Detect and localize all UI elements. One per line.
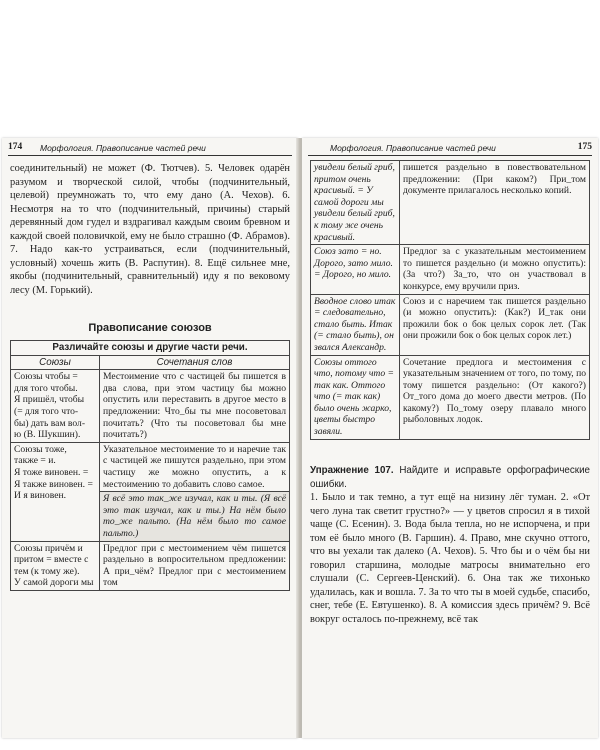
right-running-title: Морфология. Правописание частей речи — [330, 143, 496, 153]
exercise-text: 1. Было и так темно, а тут ещё на низину лёг туман. 2. «От чего луна так светит грустно?» — у цветов спросил я в тихой чаще (С. Есенин). 3. Вода была тепла, но не испорчена, и при том её было много (В. Гаршин). 4. Право, мне скучно оттого, что вы уехали так далеко (А. Чехов). 5. Что бы и о чём бы ни говорил старшина, молодые матросы внимательно его слушали (С. Сергеев-Ценский). 6. Она так же тихонько удалилась, как и вошла. 7. За то что ты в моей судьбе, спасибо, снег, тебе (Е. Евтушенко). 8. А комиссия здесь причём? 9. Всё вокруг осталось по-прежнему, всё так — [310, 492, 590, 625]
explain-cell: Сочетание предлога и местоимения с указательным значением от того, по тому, по тому пишется раздельно: (От какого?) От_того дома до моего двести метров. (По какому?) По_тому озеру плавало много рыболовных лодок. — [400, 355, 590, 439]
table-row — [311, 161, 590, 245]
exercise-task: Найдите и исправьте орфографические ошибки. — [310, 465, 590, 490]
conj-cell: Союз зато = но. Дорого, зато мило. = Дорого, но мило. — [311, 245, 400, 294]
conj-cell — [11, 442, 100, 541]
conj-line: Я тоже виновен. = — [14, 466, 89, 478]
header-conjunctions: Союзы — [11, 355, 100, 370]
conj-line: Союзы причём и — [14, 542, 83, 554]
example-cell: Я всё это так_же изучал, как и ты. (Я всё это так изучал, как и ты.) На нём было то_же пальто. (На нём было то самое пальто.) — [100, 492, 290, 541]
conj-line: Союзы тоже, — [14, 443, 67, 455]
conj-cell — [11, 541, 100, 590]
conj-line: У самой дороги мы — [14, 577, 94, 589]
conj-line: Я также виновен. = — [14, 478, 93, 490]
conj-line: также = и. — [14, 455, 56, 467]
left-rules-table — [10, 340, 290, 591]
conj-line: ю (В. Шукшин). — [14, 429, 81, 441]
explain-cell: Предлог при с местоимением чём пишется раздельно в вопросительном предложении: А при_чём? Предлог при с местоимением том — [100, 541, 290, 590]
conj-line: И я виновен. — [14, 490, 66, 502]
exercise-label: Упражнение 107. — [310, 465, 394, 476]
right-page-number: 175 — [577, 142, 592, 152]
table-header-row — [11, 355, 290, 370]
table-caption-row — [11, 341, 290, 356]
explain-cell: Предлог за с указательным местоимением то пишется раздельно (и можно опустить): (За что?) За_то, что он участвовал в конкурсе, ему вручили приз. — [400, 245, 590, 294]
left-top-paragraph: соединительный) не может (Ф. Тютчев). 5. Человек одарён разумом и творческой силой, чтобы (подчинительный, целевой) преумножать то, что ему дано (А. Чехов). 6. Несмотря на то что (подчинительный, причины) старый деревянный дом гудел и вздрагивал каждым своим бревном и каждой своей половичкой, ему не было страшно (Ф. Абрамов). 7. Надо как-то устраиваться, если (подчинительный, условный) хочешь жить (В. Распутин). 8. Ещё сильнее мне, якобы (подчинительный, сравнительный) иду я по вековому лесу (М. Горький). — [10, 163, 290, 296]
right-rules-table — [310, 160, 590, 440]
header-word-combinations: Сочетания слов — [100, 355, 290, 370]
explain-cell: пишется раздельно в повествовательном предложении: (При каком?) При_том документе прилагалось несколько копий. — [400, 161, 590, 245]
left-running-title: Морфология. Правописание частей речи — [40, 143, 206, 153]
conj-line: Союзы чтобы = — [14, 371, 78, 383]
right-page — [302, 138, 598, 738]
table-row — [11, 370, 290, 443]
conj-cell: увидели белый гриб, притом очень красивый. = У самой дороги мы увидели белый гриб, к тому же очень красивый. — [311, 161, 400, 245]
table-row — [11, 541, 290, 590]
conj-cell: Вводное слово итак = следовательно, стало быть. Итак (= стало быть), он звался Александр. — [311, 294, 400, 355]
conj-line: (= для того что- — [14, 405, 79, 417]
table-row — [311, 294, 590, 355]
right-running-head — [308, 142, 592, 156]
left-running-head — [8, 142, 292, 156]
conj-line: для того чтобы. — [14, 382, 78, 394]
section-title: Правописание союзов — [88, 322, 212, 334]
conj-line: притом = вместе с — [14, 554, 89, 566]
explain-cell: Местоимение что с частицей бы пишется в два слова, при этом частицу бы можно опустить или переставить в другое место в предложении: Что_бы ты мне посоветовал почитать? (Что ты посоветовал бы мне почитать?) — [100, 370, 290, 443]
table-row — [11, 442, 290, 491]
conj-line: Я пришёл, чтобы — [14, 394, 85, 406]
conj-line: тем (к тому же). — [14, 565, 80, 577]
left-page — [2, 138, 298, 738]
conj-cell: Союзы оттого что, потому что = так как. Оттого что (= так как) было очень жарко, цветы быстро завяли. — [311, 355, 400, 439]
table-caption: Различайте союзы и другие части речи. — [11, 341, 290, 356]
left-page-number: 174 — [8, 142, 23, 152]
table-row — [311, 355, 590, 439]
exercise-block — [310, 464, 590, 626]
table-row — [311, 245, 590, 294]
exercise-heading — [310, 464, 590, 491]
explain-cell: Указательное местоимение то и наречие так с частицей же пишутся раздельно, при этом частицу же можно опустить, а к местоимению то добавить слово самое. — [100, 442, 290, 491]
conj-cell — [11, 370, 100, 443]
explain-cell: Союз и с наречием так пишется раздельно (и можно опустить): (Как?) И_так они прожили бок о бок целых сорок лет. (Так они прожили бок о бок целых сорок лет.) — [400, 294, 590, 355]
conj-line: бы) дать вам вол- — [14, 417, 86, 429]
